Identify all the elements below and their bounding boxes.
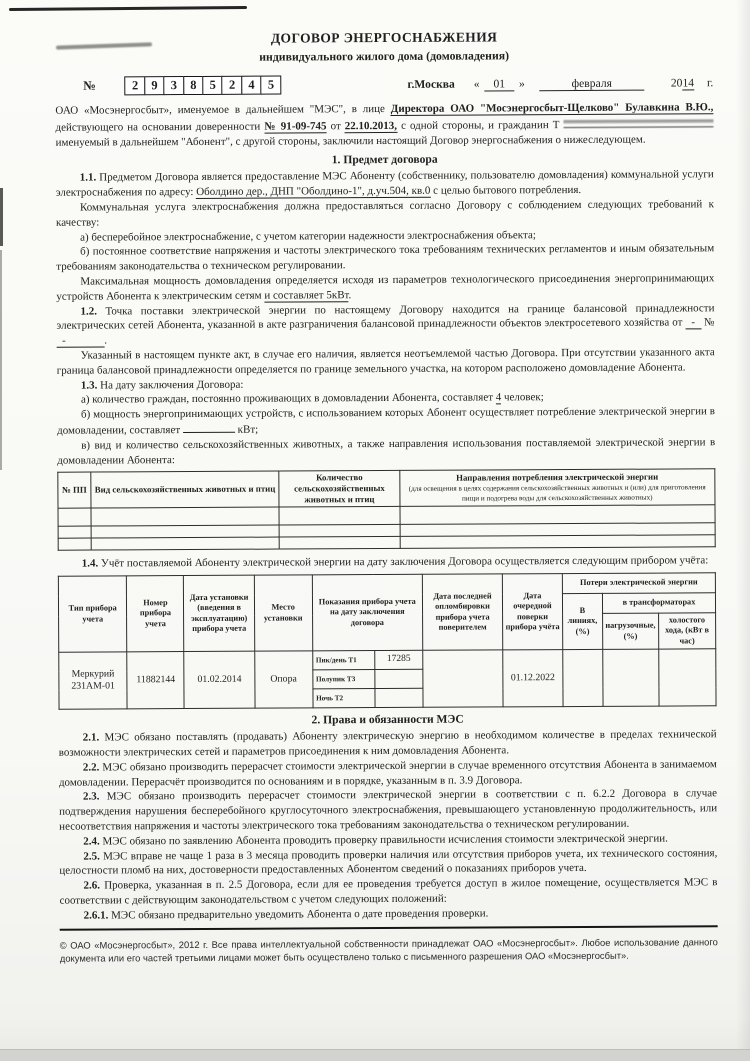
redacted-text bbox=[563, 115, 713, 128]
page-edge-shadow bbox=[736, 0, 750, 1061]
reading-value-t1: 17285 bbox=[375, 650, 423, 669]
contract-number-digit: 5 bbox=[260, 76, 281, 95]
paragraph bbox=[57, 345, 715, 378]
text-segment: и составляет 5кВт bbox=[264, 288, 349, 302]
meter-seal-date-value bbox=[423, 650, 503, 707]
paragraph bbox=[59, 787, 717, 835]
paragraph bbox=[56, 168, 714, 201]
paragraph bbox=[59, 875, 717, 908]
paragraph bbox=[57, 435, 715, 468]
scan-artifact-left-mark bbox=[0, 188, 3, 246]
text-segment: . bbox=[104, 334, 108, 347]
empty-cell bbox=[280, 537, 400, 550]
place-date-line bbox=[407, 76, 713, 91]
empty-cell bbox=[58, 508, 91, 526]
paragraph bbox=[56, 301, 714, 349]
meter-col-losses-lines: В линиях, (%) bbox=[562, 593, 602, 649]
section1-paragraphs-b bbox=[58, 554, 716, 572]
livestock-table-header-row bbox=[58, 469, 715, 508]
livestock-col-usage-note: (для освещения в целях содержания сельскохозяйственных животных и (или) для приготовления пищи и подогрева воды для сельскохозяйственных животных) bbox=[408, 483, 706, 503]
meter-col-transformers: в трансформаторах bbox=[602, 593, 715, 614]
reading-label-t1: Пик/день Т1 bbox=[312, 651, 375, 670]
text-segment: 2.4. bbox=[83, 835, 100, 848]
text-segment: . bbox=[348, 288, 352, 301]
empty-cell bbox=[58, 538, 91, 550]
empty-cell bbox=[279, 507, 399, 526]
reading-label-t2: Ночь Т2 bbox=[313, 689, 376, 708]
quote-close: » bbox=[518, 77, 525, 91]
text-segment: Максимальная мощность домовладения определяется исходя из параметров технологического присоединения энергопринимающих устройств Абонента к электрическим сетям bbox=[56, 272, 715, 303]
meter-losses-lines-value bbox=[563, 650, 603, 707]
text-segment: с целью бытового потребления. bbox=[430, 184, 582, 197]
paragraph bbox=[59, 727, 717, 760]
reading-value-t2 bbox=[375, 688, 423, 707]
scan-artifact-left-mark bbox=[0, 250, 2, 470]
contract-month: февраля bbox=[540, 77, 644, 92]
text-segment: 22.10.2013, bbox=[344, 119, 398, 133]
text-segment: Коммунальная услуга электроснабжения должна предоставляться согласно Договору с соблюдением следующих требований к качеству: bbox=[55, 198, 714, 229]
city-label: г.Москва bbox=[407, 77, 455, 91]
text-segment: На дату заключения Договора: bbox=[97, 378, 244, 392]
text-segment: МЭС вправе не чаще 1 раза в 3 месяца проводить проверки наличия или отсутствия приборов учета, их технического состояния, целостности пломб на них, достоверности предоставленных Абонентом сведений о показаниях приборов учета. bbox=[59, 846, 718, 878]
livestock-table bbox=[57, 469, 715, 551]
empty-cell bbox=[58, 526, 91, 538]
meter-table bbox=[58, 572, 717, 710]
reading-label-t3: Полупик Т3 bbox=[312, 670, 375, 689]
paragraph bbox=[56, 197, 714, 230]
contract-day: 01 bbox=[484, 77, 514, 91]
contract-number-digit: 8 bbox=[183, 76, 204, 95]
text-segment: Предметом Договора является предоставление МЭС Абоненту (собственнику, пользователю домовладения) коммунальной услуги электроснабжения по адресу: bbox=[55, 168, 714, 199]
meter-col-install-date: Дата установки (введения в эксплуатацию) прибора учета bbox=[184, 575, 255, 651]
text-segment: 1.3. bbox=[80, 379, 98, 392]
contract-year-prefix: 20 bbox=[670, 76, 683, 90]
meter-place-value: Опора bbox=[255, 651, 313, 708]
livestock-col-kind: Вид сельскохозяйственных животных и птиц bbox=[91, 471, 280, 508]
text-segment: 1.4. bbox=[81, 557, 99, 570]
text-segment: 1.1. bbox=[79, 171, 97, 184]
scan-artifact-top-line bbox=[9, 6, 247, 11]
contract-number-digit: 2 bbox=[222, 76, 243, 95]
contract-number-group bbox=[83, 76, 280, 96]
text-segment: № 91-09-745 bbox=[264, 120, 327, 133]
text-segment: 2.2. bbox=[82, 761, 100, 774]
empty-cell bbox=[400, 535, 715, 549]
empty-cell bbox=[91, 507, 280, 526]
section2-heading: 2. Права и обязанности МЭС bbox=[311, 712, 464, 727]
contract-year-suffix: 14 bbox=[682, 76, 695, 90]
paragraph bbox=[60, 905, 718, 923]
text-segment: МЭС обязано по заявлению Абонента проводить проверку правильности исчисления стоимости электрической энергии. bbox=[99, 832, 668, 848]
empty-cell bbox=[400, 505, 715, 525]
text-segment: Проверка, указанная в п. 2.5 Договора, если для ее проведения требуется доступ в жилое помещение, осуществляется МЭС в соответствии с действующим законодательством с учетом следующих положений: bbox=[59, 876, 718, 907]
meter-col-type: Тип прибора учета bbox=[58, 576, 127, 652]
contract-number-digit: 3 bbox=[163, 76, 184, 95]
paragraph bbox=[55, 100, 713, 150]
text-segment: б) мощность энергопринимающих устройств, с использованием которых Абонент осуществляет потребление электрической энергии в домовладении, составляет bbox=[57, 405, 716, 437]
section1-paragraphs-a bbox=[56, 168, 716, 468]
text-segment: в) вид и количество сельскохозяйственных животных, а также направления использования поставляемой электрической энергии в домовладении Абонента: bbox=[57, 436, 716, 467]
text-segment: человек; bbox=[501, 391, 544, 404]
document-subtitle: индивидуального жилого дома (домовладения) bbox=[259, 48, 510, 64]
text-segment: ОАО «Мосэнергосбыт», именуемое в дальнейшем "МЭС", в лице bbox=[55, 102, 391, 117]
livestock-col-usage bbox=[399, 469, 715, 507]
reading-value-t3 bbox=[375, 669, 423, 688]
intro-paragraphs bbox=[55, 100, 713, 150]
document-content bbox=[55, 28, 718, 964]
paragraph bbox=[57, 404, 715, 438]
document-title: ДОГОВОР ЭНЕРГОСНАБЖЕНИЯ bbox=[270, 29, 498, 46]
meter-type-value: Меркурий 231АМ-01 bbox=[59, 652, 128, 709]
text-segment: 2.3. bbox=[82, 790, 100, 803]
text-segment: Указанный в настоящем пункте акт, в случае его наличия, является неотъемлемой частью Договора. При отсутствии указанного акта граница балансовой принадлежности определяется по границе земельного участка, на котором расположено домовладение Абонента. bbox=[56, 346, 715, 377]
meter-col-next-check: Дата очередной поверки прибора учёта bbox=[502, 574, 562, 650]
footer-divider bbox=[60, 925, 718, 930]
meter-data-row bbox=[59, 649, 716, 671]
text-segment: МЭС обязано производить перерасчет стоимости электрической энергии в случае временного отсутствия Абонента в занимаемом домовладении. Перерасчёт производится по основаниям и в порядке, указанным в п. 3.9 Договора. bbox=[58, 758, 717, 789]
meter-losses-load-value bbox=[603, 649, 659, 706]
meter-next-check-value: 01.12.2022 bbox=[503, 650, 563, 707]
contract-number-row bbox=[55, 73, 713, 95]
contract-number-digit: 9 bbox=[144, 76, 165, 95]
meter-col-readings: Показания прибора учета на дату заключения договора bbox=[312, 574, 423, 651]
blank-underline bbox=[183, 422, 235, 433]
year-g-label: г. bbox=[706, 76, 714, 90]
quote-open: « bbox=[473, 77, 480, 91]
empty-cell bbox=[279, 525, 399, 538]
text-segment: а) бесперебойное электроснабжение, с учетом категории надежности электроснабжения объекта; bbox=[80, 228, 536, 244]
text-segment: МЭС обязано поставлять (продавать) Абоненту электрическую энергию в необходимом количестве в пределах технической возможности электрических сетей и параметров присоединения к ним домовладения Абонента. bbox=[58, 728, 717, 759]
meter-col-losses-load: нагрузочные, (%) bbox=[602, 613, 658, 649]
contract-number-boxes bbox=[125, 76, 280, 96]
empty-cell bbox=[91, 537, 280, 550]
text-segment: а) количество граждан, постоянно проживающих в домовладении Абонента, составляет bbox=[80, 391, 496, 406]
text-segment: с одной стороны, и гражданин Т bbox=[396, 118, 564, 132]
text-segment: от bbox=[326, 120, 345, 133]
paragraph bbox=[59, 757, 717, 790]
meter-col-seal-date: Дата последней опломбировки прибора учета поверителем bbox=[422, 574, 503, 650]
section2-paragraphs bbox=[59, 727, 718, 923]
text-segment: Оболдино дер., ДНП "Оболдино-1", д.уч.504, кв.0 bbox=[196, 184, 431, 199]
text-segment: 2.5. bbox=[83, 850, 100, 863]
livestock-col-count: Количество сельскохозяйственных животных и птиц bbox=[279, 471, 399, 508]
livestock-col-usage-title: Направления потребления электрической энергии bbox=[456, 472, 659, 484]
text-segment: 1.2. bbox=[80, 305, 97, 318]
empty-cell bbox=[91, 525, 280, 538]
text-segment: 2.6.1. bbox=[83, 909, 109, 922]
contract-number-digit: 5 bbox=[202, 76, 223, 95]
text-segment: 2.6. bbox=[83, 879, 101, 892]
table-row bbox=[58, 535, 715, 550]
meter-losses-idle-value bbox=[659, 649, 717, 706]
text-segment: Директора ОАО "Мосэнергосбыт-Щелково" Булавкина В.Ю., bbox=[390, 101, 714, 115]
text-segment: б) постоянное соответствие напряжения и частоты электрического тока требованиям технических регламентов и иным обязательным требованиям законодательства о техническом регулировании. bbox=[56, 242, 715, 273]
text-segment: № bbox=[701, 316, 715, 329]
text-segment: 2.1. bbox=[82, 731, 100, 744]
meter-col-losses-idle: холостого хода, (кВт в час) bbox=[658, 613, 715, 649]
section1-heading: 1. Предмет договора bbox=[331, 153, 438, 167]
text-segment: - bbox=[56, 334, 105, 347]
meter-col-place: Место установки bbox=[254, 575, 312, 651]
meter-col-losses: Потери электрической энергии bbox=[562, 573, 715, 594]
paragraph bbox=[59, 846, 717, 879]
meter-col-number: Номер прибора учета bbox=[127, 576, 185, 652]
livestock-col-npp: № ПП bbox=[58, 472, 91, 508]
meter-number-value: 11882144 bbox=[127, 652, 184, 709]
text-segment: кВт; bbox=[234, 423, 259, 436]
contract-number-digit: 4 bbox=[241, 76, 262, 95]
contract-number-label: № bbox=[83, 78, 96, 93]
text-segment: именуемый в дальнейшем "Абонент", с другой стороны, заключили настоящий Договор энергоснабжения о нижеследующем. bbox=[55, 133, 646, 149]
text-segment: МЭС обязано предварительно уведомить Абонента о дате проведения проверки. bbox=[108, 907, 489, 922]
text-segment: - bbox=[685, 316, 702, 329]
scan-bottom-edge bbox=[0, 1049, 750, 1061]
paragraph bbox=[58, 554, 716, 572]
text-segment: 4 bbox=[495, 391, 502, 404]
contract-number-digit: 2 bbox=[125, 76, 146, 95]
text-segment: Точка поставки электрической энергии по настоящему Договору находится на границе балансовой принадлежности электрических сетей Абонента, указанной в акте разграничения балансовой принадлежности объектов электросетевого хозяйства от bbox=[56, 301, 715, 333]
paragraph bbox=[56, 271, 714, 304]
text-segment: Учёт поставляемой Абоненту электрической энергии на дату заключения Договора осуществляется следующим прибором учёта: bbox=[98, 554, 709, 570]
meter-install-date-value: 01.02.2014 bbox=[184, 651, 255, 708]
paragraph bbox=[56, 242, 714, 275]
text-segment: МЭС обязано производить перерасчет стоимости электрической энергии в соответствии с п. 6.2.2 Договора в случае подтверждения нарушения бесперебойного круглосуточного электроснабжения, превышающего установленную продолжительность, или несоответствия напряжения и частоты электрического тока требованиям законодательства о техническом регулировании. bbox=[59, 787, 718, 833]
text-segment: действующего на основании доверенности bbox=[55, 120, 265, 134]
copyright-notice: © ОАО «Мосэнергосбыт», 2012 г. Все права интеллектуальной собственности принадлежат ОАО «Мосэнергосбыт». Любое использование данного документа или его частей третьими лицами может быть осуществлено только с письменного разрешения ОАО «Мосэнергосбыт». bbox=[59, 935, 718, 964]
